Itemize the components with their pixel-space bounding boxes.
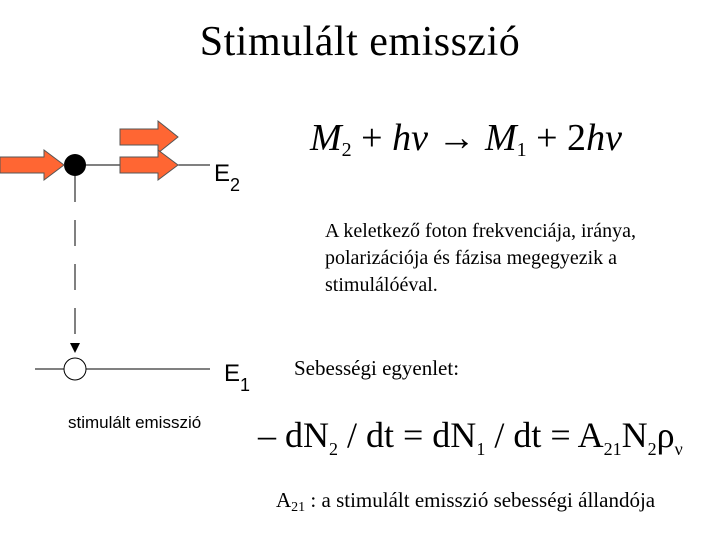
upper-level-label: $E_2$ [214,160,241,195]
description-text: A keletkező foton frekvenciája, iránya, polarizációja és fázisa megegyezik a stimulálóéval. [325,220,636,296]
reaction-equation: $M_2 + h\nu \to M_1 + 2h\nu$ [310,117,622,161]
excited-atom [64,154,86,176]
diagram-caption: stimulált emisszió [68,413,202,432]
page-title: Stimulált emisszió [199,19,521,65]
transition-arrowhead [70,343,80,353]
ground-atom [64,358,86,380]
rate-equation-label: Sebességi egyenlet: [294,356,460,380]
lower-level-label: $E_1$ [224,360,251,395]
outgoing-photon-arrow-top [120,121,178,153]
rate-equation: – $dN_2$ / dt = $dN_1$ / dt = $A_{21}N_2\rho_\nu$ [258,415,683,459]
incoming-photon-arrow [0,150,64,180]
rate-constant-note: $A_{21}$ : a stimulált emisszió sebességi állandója [276,488,656,515]
outgoing-photon-arrow-bottom [120,150,178,180]
